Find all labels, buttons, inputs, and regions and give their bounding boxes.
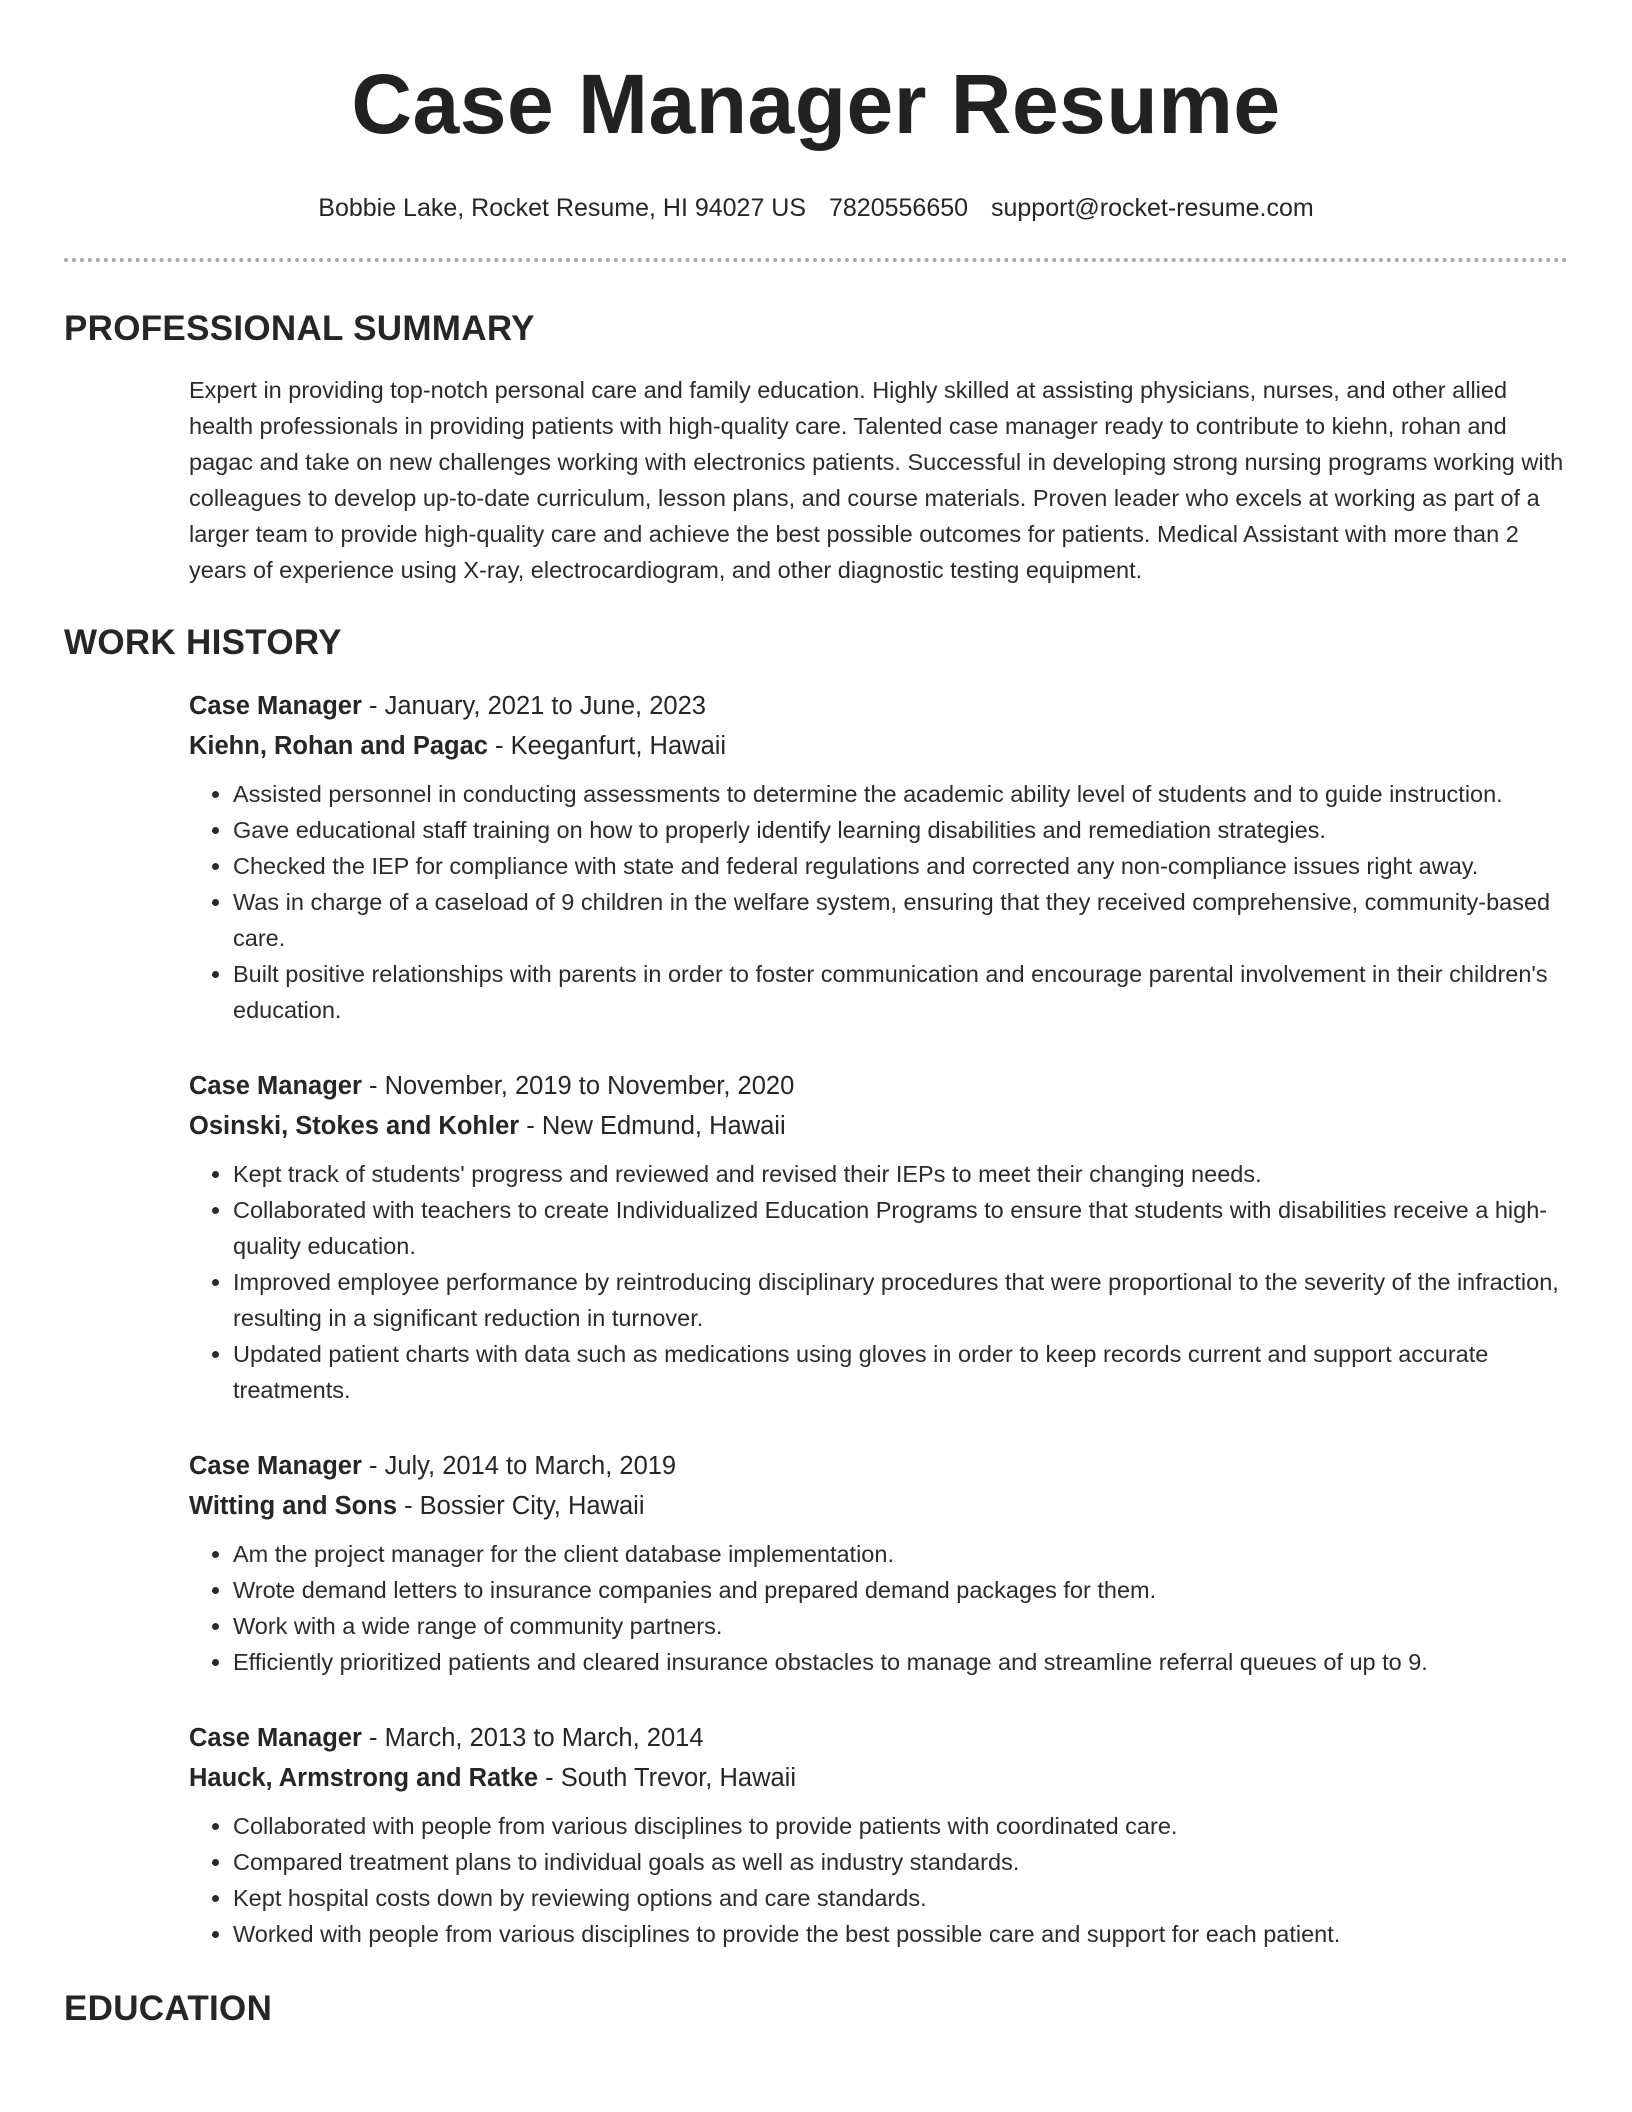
job-company: Hauck, Armstrong and Ratke [189, 1764, 539, 1792]
job-bullets [189, 1536, 1568, 1680]
job-bullet: • Updated patient charts with data such as medications using gloves in order to keep records current and support accurate treatments. [233, 1336, 1568, 1408]
job-bullet: • Improved employee performance by reintroducing disciplinary procedures that were proportional to the severity of the infraction, resulting in a significant reduction in turnover. [233, 1264, 1568, 1336]
job-dates: - July, 2014 to March, 2019 [361, 1452, 677, 1480]
job-company-line [189, 1758, 1568, 1798]
job-bullet: • Compared treatment plans to individual goals as well as industry standards. [233, 1844, 1568, 1880]
job-bullets [189, 1808, 1568, 1952]
job-title: Case Manager [189, 1724, 362, 1752]
job-bullet: • Was in charge of a caseload of 9 children in the welfare system, ensuring that they received comprehensive, community-based care. [233, 884, 1568, 956]
job-company: Kiehn, Rohan and Pagac [189, 732, 488, 760]
job-bullet: • Checked the IEP for compliance with state and federal regulations and corrected any non-compliance issues right away. [233, 848, 1568, 884]
job-bullet: • Worked with people from various disciplines to provide the best possible care and support for each patient. [233, 1916, 1568, 1952]
job-dates: - January, 2021 to June, 2023 [361, 692, 706, 720]
job-entry [189, 1446, 1568, 1680]
job-location: - Bossier City, Hawaii [397, 1492, 645, 1520]
job-company-line [189, 726, 1568, 766]
job-entry [189, 1718, 1568, 1952]
job-bullets [189, 1156, 1568, 1408]
job-location: - South Trevor, Hawaii [538, 1764, 797, 1792]
job-bullet: • Collaborated with teachers to create Individualized Education Programs to ensure that students with disabilities receive a high-quality education. [233, 1192, 1568, 1264]
education-heading: EDUCATION [64, 1989, 273, 2028]
job-bullet: • Am the project manager for the client database implementation. [233, 1536, 1568, 1572]
job-location: - New Edmund, Hawaii [519, 1112, 786, 1140]
job-title-line [189, 1718, 1568, 1758]
work-history-list [189, 686, 1568, 1952]
job-title-line [189, 1446, 1568, 1486]
job-bullet: • Collaborated with people from various disciplines to provide patients with coordinated care. [233, 1808, 1568, 1844]
job-company-line [189, 1106, 1568, 1146]
job-company: Osinski, Stokes and Kohler [189, 1112, 520, 1140]
job-title-line [189, 1066, 1568, 1106]
job-bullet: • Wrote demand letters to insurance companies and prepared demand packages for them. [233, 1572, 1568, 1608]
header-divider [64, 258, 1568, 262]
job-bullet: • Efficiently prioritized patients and cleared insurance obstacles to manage and streamline referral queues of up to 9. [233, 1644, 1568, 1680]
contact-phone: 7820556650 [829, 194, 969, 222]
contact-line [64, 192, 1568, 224]
job-company: Witting and Sons [189, 1492, 397, 1520]
resume-title: Case Manager Resume [351, 57, 1281, 151]
contact-email: support@rocket-resume.com [991, 194, 1314, 222]
summary-text: Expert in providing top-notch personal care and family education. Highly skilled at assisting physicians, nurses, and other allied health professionals in providing patients with high-quality care. Talented case manager ready to contribute to kiehn, rohan and pagac and take on new challenges working with electronics patients. Successful in developing strong nursing programs working with colleagues to develop up-to-date curriculum, lesson plans, and course materials. Proven leader who excels at working as part of a larger team to provide high-quality care and achieve the best possible outcomes for patients. Medical Assistant with more than 2 years of experience using X-ray, electrocardiogram, and other diagnostic testing equipment. [189, 377, 1564, 583]
job-bullet: • Gave educational staff training on how to properly identify learning disabilities and remediation strategies. [233, 812, 1568, 848]
job-title: Case Manager [189, 692, 362, 720]
job-entry [189, 686, 1568, 1028]
job-location: - Keeganfurt, Hawaii [487, 732, 727, 760]
job-bullet: • Kept track of students' progress and reviewed and revised their IEPs to meet their changing needs. [233, 1156, 1568, 1192]
job-bullet: • Built positive relationships with parents in order to foster communication and encourage parental involvement in their children's education. [233, 956, 1568, 1028]
summary-heading: PROFESSIONAL SUMMARY [64, 309, 535, 348]
job-bullet: • Work with a wide range of community partners. [233, 1608, 1568, 1644]
job-company-line [189, 1486, 1568, 1526]
job-dates: - March, 2013 to March, 2014 [361, 1724, 704, 1752]
job-entry [189, 1066, 1568, 1408]
job-dates: - November, 2019 to November, 2020 [361, 1072, 795, 1100]
job-bullet: • Assisted personnel in conducting assessments to determine the academic ability level of students and to guide instruction. [233, 776, 1568, 812]
job-bullets [189, 776, 1568, 1028]
work-history-heading: WORK HISTORY [64, 623, 342, 662]
job-title: Case Manager [189, 1072, 362, 1100]
job-title: Case Manager [189, 1452, 362, 1480]
contact-address: Bobbie Lake, Rocket Resume, HI 94027 US [318, 194, 807, 222]
job-bullet: • Kept hospital costs down by reviewing options and care standards. [233, 1880, 1568, 1916]
job-title-line [189, 686, 1568, 726]
